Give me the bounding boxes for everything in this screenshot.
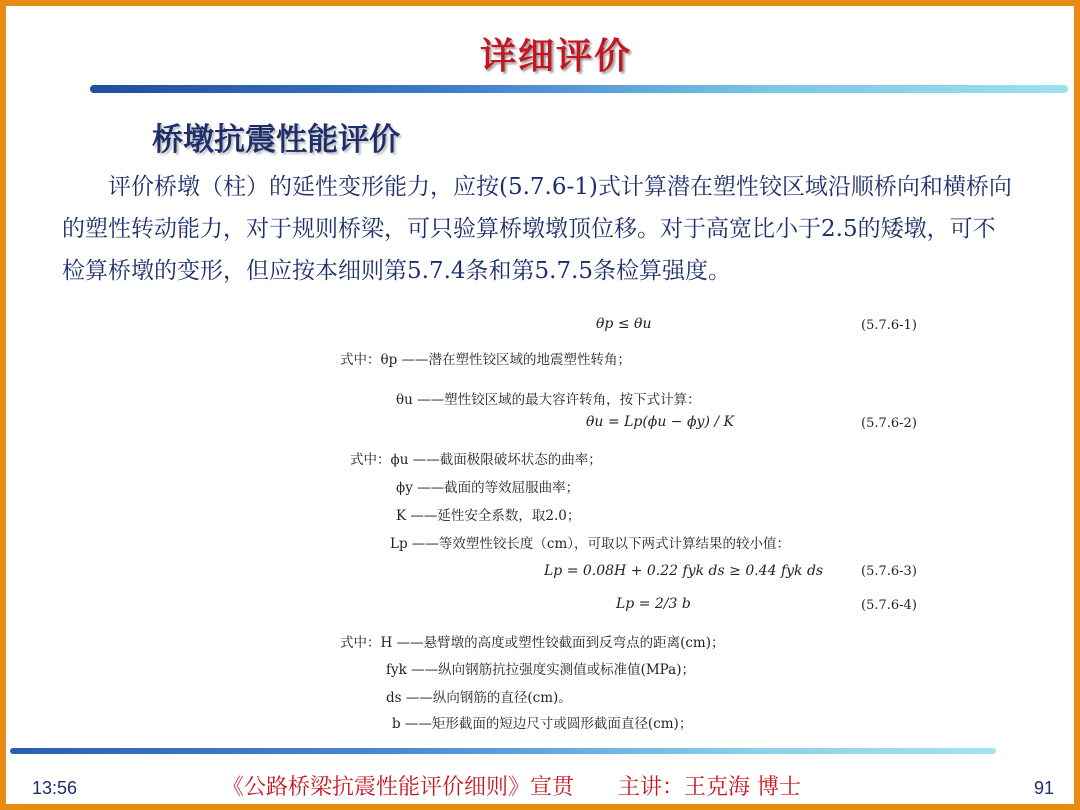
definition-fyk: fyk ——纵向钢筋抗拉强度实测值或标准值(MPa)； (386, 662, 695, 678)
footer-time: 13:56 (32, 778, 78, 798)
equation-5-7-6-4: Lp = 2/3 b (616, 596, 691, 612)
equation-5-7-6-1: θp ≤ θu (596, 316, 652, 332)
equation-number-4: (5.7.6-4) (861, 598, 917, 613)
page-number: 91 (1034, 778, 1055, 798)
footer-divider-bar (10, 748, 996, 754)
definition-H: 式中：H ——悬臂墩的高度或塑性铰截面到反弯点的距离(cm)； (340, 635, 725, 651)
definition-b: b ——矩形截面的短边尺寸或圆形截面直径(cm)； (392, 716, 693, 732)
slide (6, 6, 1074, 804)
definition-Lp: Lp ——等效塑性铰长度（cm），可取以下两式计算结果的较小值： (390, 536, 791, 552)
paragraph-text: 评价桥墩（柱）的延性变形能力，应按(5.7.6-1)式计算潜在塑性铰区域沿顺桥向和横桥向的塑性转动能力，对于规则桥梁，可只验算桥墩墩顶位移。对于高宽比小于2.5的矮墩，可不检算桥墩的变形，但应按本细则第5.7.4条和第5.7.5条检算强度。 (62, 174, 1012, 284)
definition-theta-u: θu ——塑性铰区域的最大容许转角，按下式计算： (396, 392, 701, 408)
definition-ds: ds ——纵向钢筋的直径(cm)。 (386, 690, 572, 706)
equation-number-1: (5.7.6-1) (861, 318, 917, 333)
definition-K: K ——延性安全系数，取2.0； (396, 508, 581, 524)
definition-phi-u: 式中：ϕu ——截面极限破坏状态的曲率； (350, 452, 602, 468)
footer-course-title: 《公路桥梁抗震性能评价细则》宣贯 主讲：王克海 博士 (222, 775, 801, 800)
equation-5-7-6-2: θu = Lp(ϕu − ϕy) / K (586, 414, 734, 430)
equation-5-7-6-3: Lp = 0.08H + 0.22 fyk ds ≥ 0.44 fyk ds (544, 563, 824, 579)
equation-number-3: (5.7.6-3) (861, 564, 917, 579)
slide-title: 详细评价 (479, 36, 632, 77)
section-heading: 桥墩抗震性能评价 (152, 122, 400, 158)
title-divider-bar (90, 85, 1068, 93)
definition-phi-y: ϕy ——截面的等效屈服曲率； (396, 480, 580, 496)
formula-image (336, 306, 926, 736)
body-paragraph (62, 166, 1012, 292)
definition-theta-p: 式中：θp ——潜在塑性铰区域的地震塑性转角； (340, 352, 632, 368)
equation-number-2: (5.7.6-2) (861, 416, 917, 431)
